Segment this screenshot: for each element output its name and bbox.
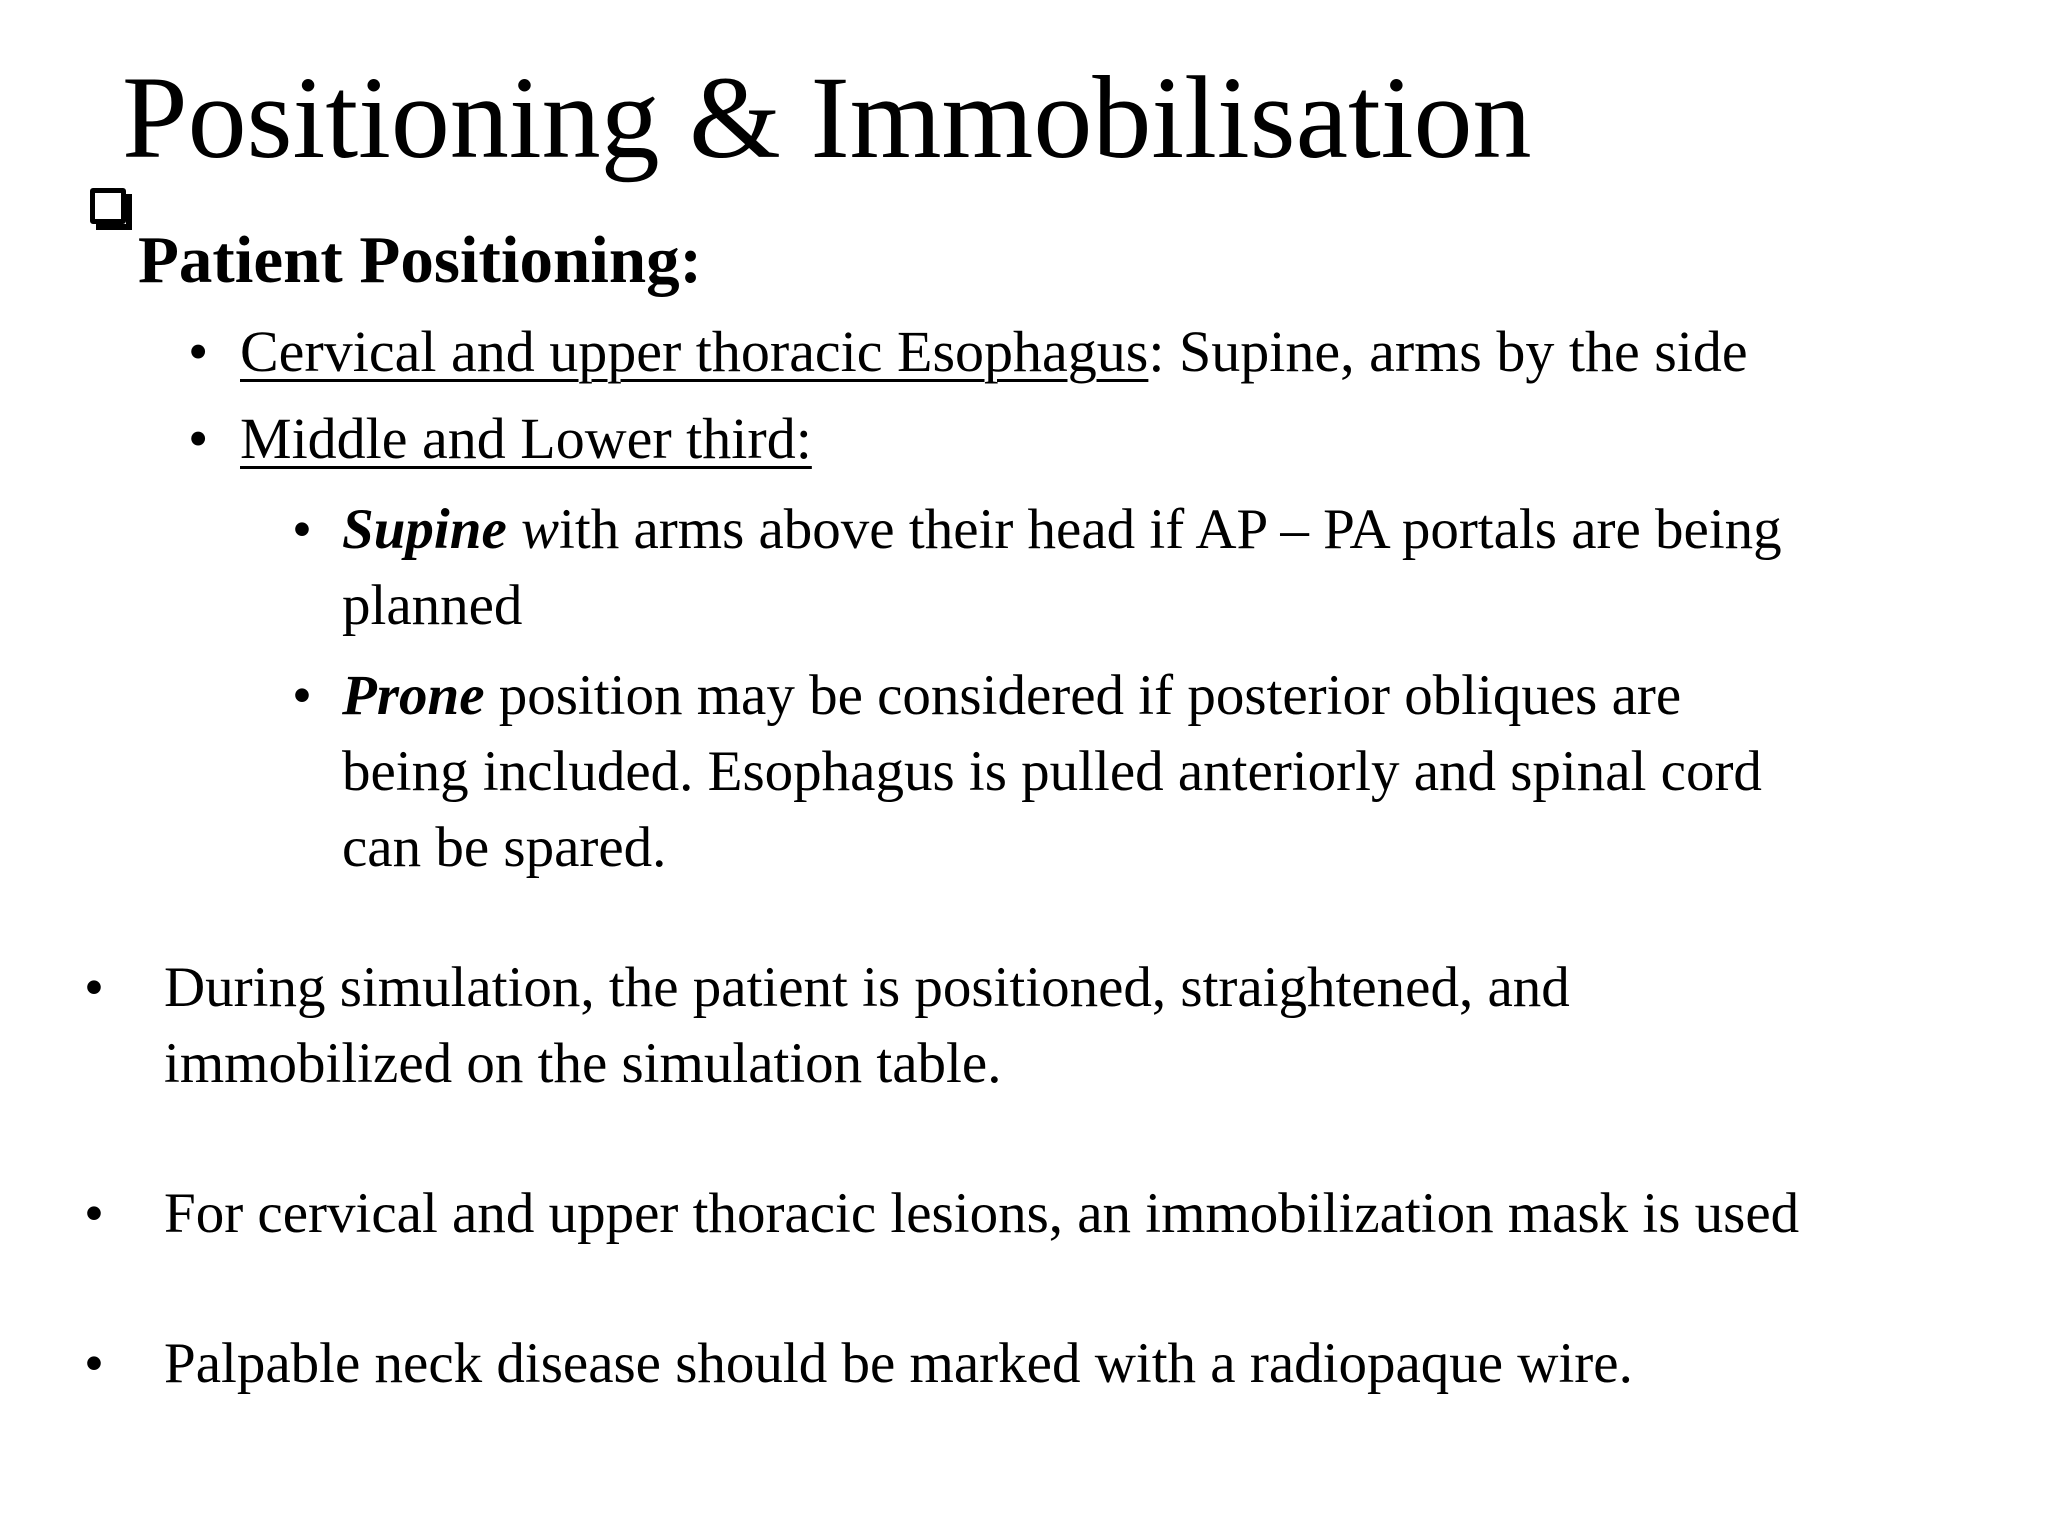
prone-line-3: can be spared. [342, 816, 667, 879]
wire-text: Palpable neck disease should be marked with a radiopaque wire. [164, 1332, 1633, 1395]
supine-bold: Supine [342, 498, 507, 561]
main-bullet-wire [84, 1326, 1633, 1402]
bullet-dot: • [188, 319, 209, 384]
bullet-dot: • [292, 498, 312, 561]
supine-line-2: planned [342, 574, 523, 637]
prone-text-1: position may be considered if posterior obliques are [484, 664, 1682, 727]
mask-text: For cervical and upper thoracic lesions, an immobilization mask is used [164, 1182, 1800, 1245]
prone-line-2: being included. Esophagus is pulled anteriorly and spinal cord [342, 740, 1762, 803]
bullet-dot: • [84, 956, 104, 1019]
sub-bullet-cervical [188, 318, 1748, 386]
bullet-dot: • [84, 1332, 104, 1395]
sub-bullet-middle-lower [188, 405, 812, 473]
main-bullet-mask [84, 1176, 1800, 1252]
simulation-line-1: During simulation, the patient is positioned, straightened, and [164, 956, 1570, 1019]
sub-sub-bullet-prone [292, 658, 1762, 879]
supine-italic: w [521, 498, 560, 561]
cervical-label: Cervical and upper thoracic Esophagus [240, 319, 1149, 384]
main-bullet-simulation [84, 950, 1570, 1095]
section-heading-label: Patient Positioning: [138, 223, 702, 297]
checkbox-square-icon [86, 232, 136, 282]
sub-sub-bullet-supine [292, 492, 1782, 637]
supine-text-1: ith arms above their head if AP – PA portals are being [559, 498, 1782, 561]
slide-title: Positioning & Immobilisation [122, 52, 1532, 183]
bullet-dot: • [188, 406, 209, 471]
cervical-text: : Supine, arms by the side [1148, 319, 1748, 384]
simulation-line-2: immobilized on the simulation table. [164, 1032, 1002, 1095]
supine-line-1 [342, 492, 1782, 568]
prone-line-1 [342, 658, 1762, 734]
bullet-dot: • [84, 1182, 104, 1245]
prone-bold: Prone [342, 664, 485, 727]
bullet-dot: • [292, 664, 312, 727]
section-heading [86, 220, 702, 300]
middle-lower-label: Middle and Lower third: [240, 406, 812, 471]
